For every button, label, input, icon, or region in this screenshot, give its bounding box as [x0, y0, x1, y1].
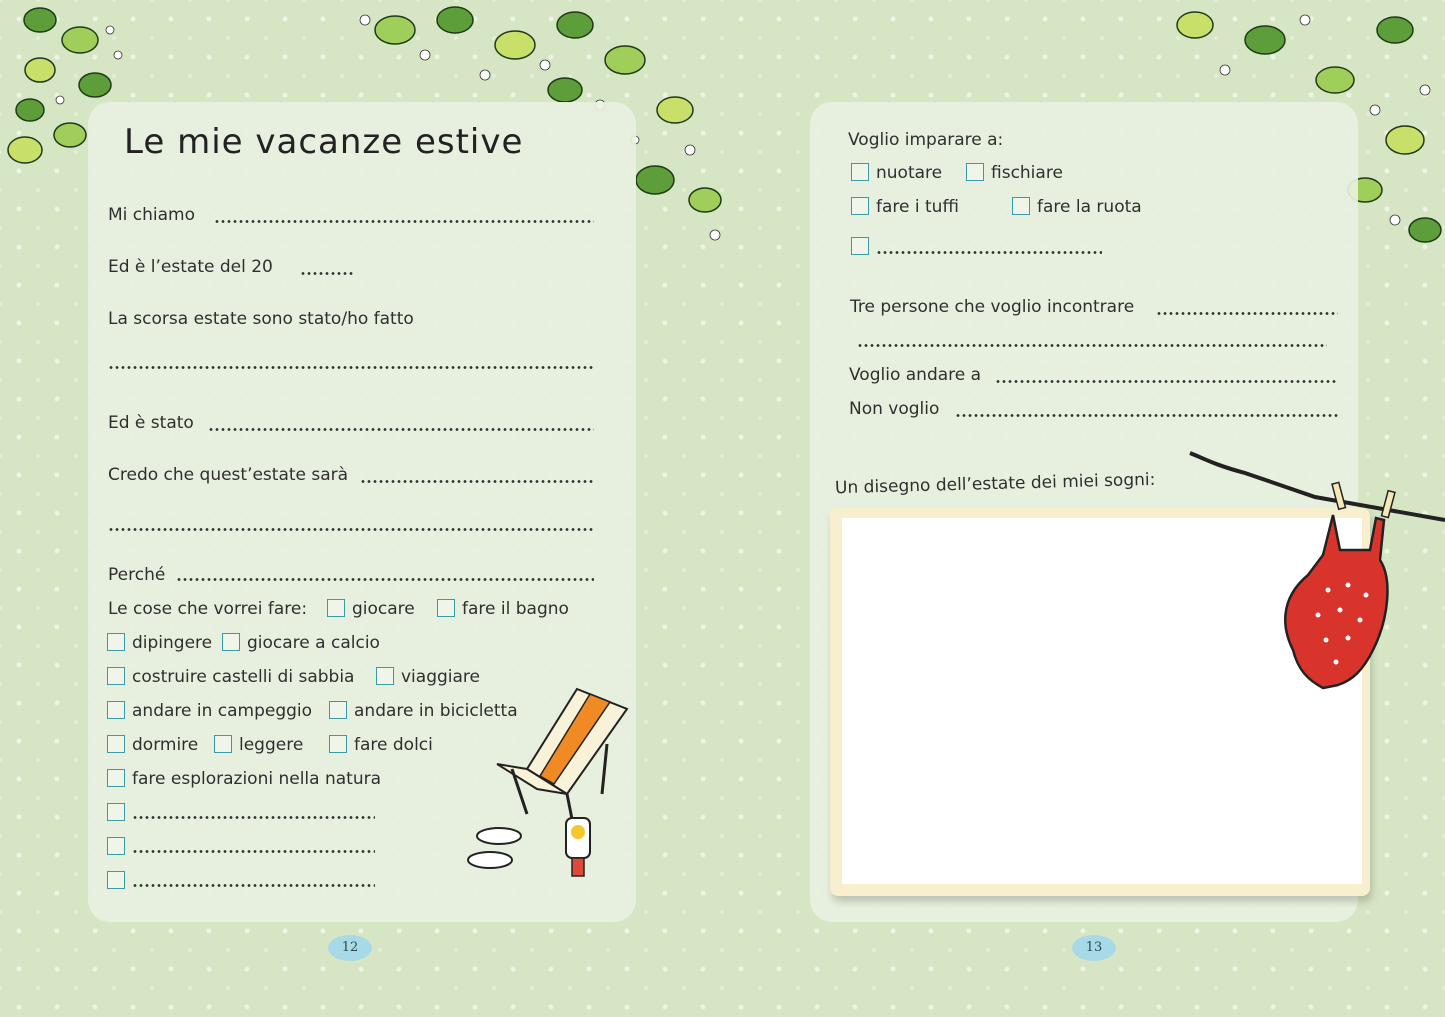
checkbox-extra-3[interactable] — [107, 871, 125, 889]
extra-activity-field-1[interactable] — [132, 816, 375, 819]
activity-dolci: fare dolci — [354, 735, 433, 755]
this-summer-field-2[interactable] — [108, 528, 594, 531]
page-number: 13 — [1072, 935, 1116, 961]
activity-natura: fare esplorazioni nella natura — [132, 769, 382, 789]
deck-chair-icon — [492, 684, 632, 824]
learn-nuotare: nuotare — [876, 163, 943, 183]
last-summer-label: La scorsa estate sono stato/ho fatto — [108, 309, 414, 329]
activity-dipingere: dipingere — [132, 633, 213, 653]
checkbox-dormire[interactable] — [107, 735, 125, 753]
extra-activity-field-2[interactable] — [132, 850, 375, 853]
activity-dormire: dormire — [132, 735, 199, 755]
swimsuit-icon — [1278, 510, 1398, 700]
checkbox-extra-2[interactable] — [107, 837, 125, 855]
dont-field[interactable] — [955, 414, 1338, 417]
activity-bicicletta: andare in bicicletta — [354, 701, 518, 721]
flip-flops-icon — [464, 822, 524, 878]
checkbox-giocare[interactable] — [327, 599, 345, 617]
it-was-field[interactable] — [208, 428, 594, 431]
checkbox-campeggio[interactable] — [107, 701, 125, 719]
name-field[interactable] — [214, 220, 594, 223]
activity-giocare: giocare — [352, 599, 415, 619]
activity-viaggiare: viaggiare — [401, 667, 480, 687]
page-title: Le mie vacanze estive — [124, 122, 524, 162]
learn-fischiare: fischiare — [991, 163, 1063, 183]
learn-label: Voglio imparare a: — [848, 130, 1004, 150]
meet-field-2[interactable] — [857, 344, 1327, 347]
checkbox-dolci[interactable] — [329, 735, 347, 753]
meet-field[interactable] — [1156, 312, 1338, 315]
checkbox-nuotare[interactable] — [851, 163, 869, 181]
sunscreen-icon — [562, 816, 594, 880]
year-field[interactable] — [300, 272, 355, 275]
things-label: Le cose che vorrei fare: — [108, 599, 308, 619]
checkbox-dipingere[interactable] — [107, 633, 125, 651]
activity-castelli: costruire castelli di sabbia — [132, 667, 355, 687]
checkbox-ruota[interactable] — [1012, 197, 1030, 215]
why-field[interactable] — [176, 578, 594, 581]
go-field[interactable] — [995, 380, 1338, 383]
checkbox-tuffi[interactable] — [851, 197, 869, 215]
learn-ruota: fare la ruota — [1037, 197, 1142, 217]
checkbox-natura[interactable] — [107, 769, 125, 787]
checkbox-calcio[interactable] — [222, 633, 240, 651]
this-summer-label: Credo che quest’estate sarà — [108, 465, 349, 485]
dont-label: Non voglio — [849, 399, 940, 419]
checkbox-extra-1[interactable] — [107, 803, 125, 821]
learn-tuffi: fare i tuffi — [876, 197, 959, 217]
last-summer-field[interactable] — [108, 366, 594, 369]
go-label: Voglio andare a — [849, 365, 982, 385]
meet-label: Tre persone che voglio incontrare — [850, 297, 1135, 317]
extra-activity-field-3[interactable] — [132, 884, 375, 887]
activity-campeggio: andare in campeggio — [132, 701, 313, 721]
page-number: 12 — [328, 935, 372, 961]
name-label: Mi chiamo — [108, 205, 196, 225]
this-summer-field[interactable] — [360, 480, 594, 483]
activity-leggere: leggere — [239, 735, 304, 755]
drawing-label: Un disegno dell’estate dei miei sogni: — [834, 469, 1156, 499]
activity-calcio: giocare a calcio — [247, 633, 380, 653]
checkbox-castelli[interactable] — [107, 667, 125, 685]
checkbox-viaggiare[interactable] — [376, 667, 394, 685]
checkbox-bagno[interactable] — [437, 599, 455, 617]
it-was-label: Ed è stato — [108, 413, 194, 433]
checkbox-fischiare[interactable] — [966, 163, 984, 181]
year-label: Ed è l’estate del 20 — [108, 257, 273, 277]
why-label: Perché — [108, 565, 166, 585]
learn-extra-field[interactable] — [876, 251, 1102, 254]
activity-bagno: fare il bagno — [462, 599, 569, 619]
checkbox-leggere[interactable] — [214, 735, 232, 753]
checkbox-bicicletta[interactable] — [329, 701, 347, 719]
checkbox-learn-extra[interactable] — [851, 237, 869, 255]
